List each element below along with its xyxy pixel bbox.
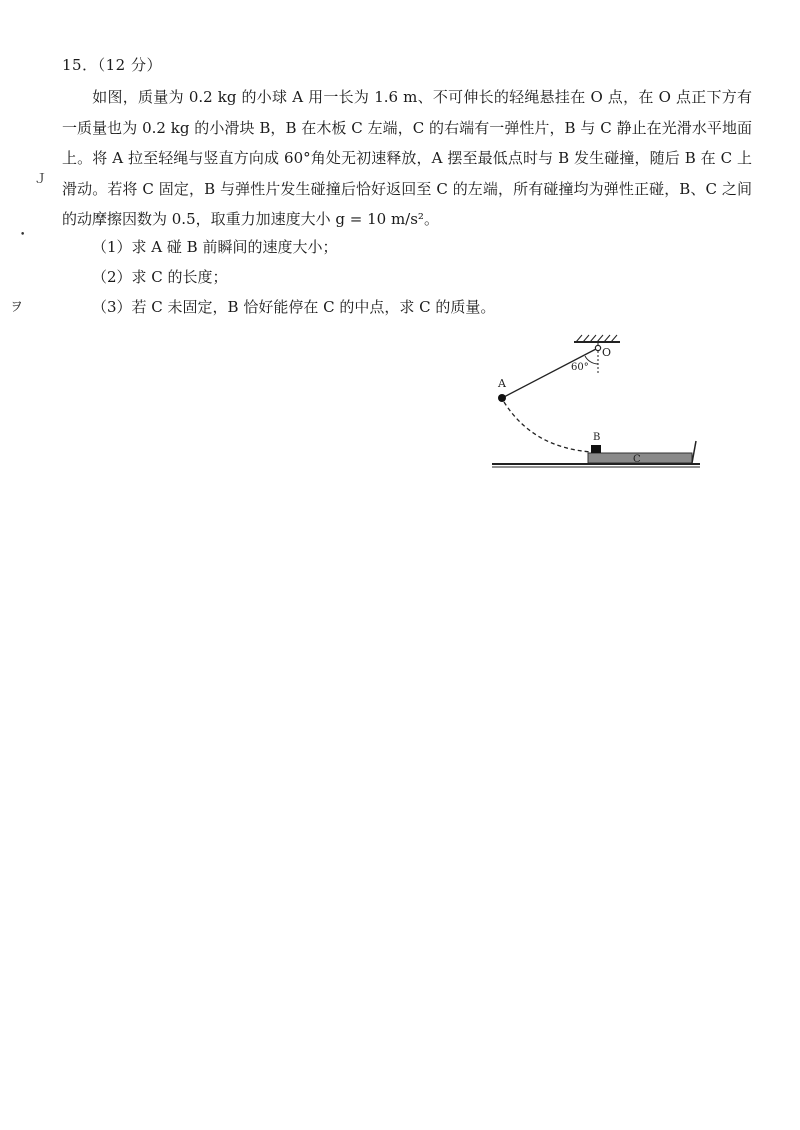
swing-trajectory bbox=[504, 402, 592, 452]
question-part-1: （1）求 A 碰 B 前瞬间的速度大小； bbox=[92, 238, 338, 256]
elastic-plate bbox=[692, 441, 696, 463]
margin-mark-1: Ｊ bbox=[34, 172, 48, 187]
label-A: A bbox=[498, 377, 506, 390]
question-body bbox=[62, 82, 752, 235]
label-B: B bbox=[593, 432, 601, 443]
angle-label: 60° bbox=[571, 362, 589, 373]
ground bbox=[492, 464, 700, 467]
label-C: C bbox=[633, 454, 641, 465]
question-part-2: （2）求 C 的长度； bbox=[92, 268, 228, 286]
margin-mark-3: ヲ bbox=[10, 300, 24, 315]
question-body-text: 如图，质量为 0.2 kg 的小球 A 用一长为 1.6 m、不可伸长的轻绳悬挂在 O 点，在 O 点正下方有一质量也为 0.2 kg 的小滑块 B，B 在木板 C 左端，C 的右端有一弹性片，B 与 C 静止在光滑水平地面上。将 A 拉至轻绳与竖直方向成 60°角处无初速释放，A 摆至最低点时与 B 发生碰撞，随后 B 在 C 上滑动。若将 C 固定，B 与弹性片发生碰撞后恰好返回至 C 的左端，所有碰撞均为弹性正碰，B、C 之间的动摩擦因数为 0.5，取重力加速度大小 g = 10 m/s²。 bbox=[62, 88, 752, 228]
block-B bbox=[591, 445, 601, 453]
ceiling-support bbox=[574, 335, 620, 342]
string bbox=[502, 349, 596, 398]
question-part-3: （3）若 C 未固定，B 恰好能停在 C 的中点，求 C 的质量。 bbox=[92, 298, 496, 316]
physics-figure bbox=[488, 330, 708, 480]
label-O: O bbox=[602, 346, 612, 359]
question-header: 15．（12 分） bbox=[62, 56, 162, 74]
pivot-point-O bbox=[595, 345, 600, 350]
ball-A bbox=[498, 394, 506, 402]
margin-mark-2: • bbox=[20, 230, 26, 240]
